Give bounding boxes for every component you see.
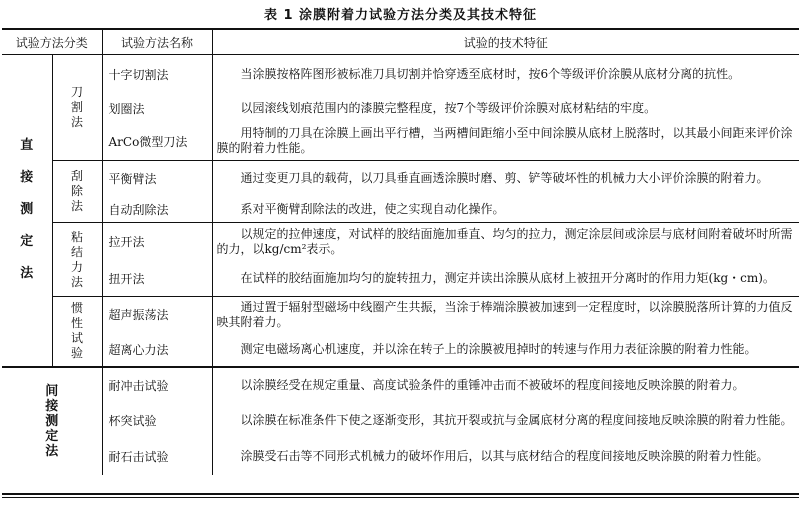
header-category: 试验方法分类 (2, 29, 102, 55)
table-row (2, 439, 799, 475)
method-name: 自动刮除法 (102, 197, 212, 223)
table-row (2, 261, 799, 297)
method-name: 耐石击试验 (102, 439, 212, 475)
method-name: 超声振荡法 (102, 297, 212, 333)
methods-table (2, 28, 799, 475)
table-row (2, 403, 799, 439)
table-row (2, 161, 799, 197)
method-name: 划圈法 (102, 95, 212, 123)
subcategory-adhesion: 粘结力法 (52, 223, 102, 297)
table-row (2, 297, 799, 333)
method-desc: 涂膜受石击等不同形式机械力的破坏作用后，以其与底材结合的程度间接地反映涂膜的附着力性能。 (240, 449, 769, 463)
method-desc: 测定电磁场离心机速度，并以涂在转子上的涂膜被甩掉时的转速与作用力表征涂膜的附着力性能。 (212, 333, 799, 367)
subcategory-scrape: 刮除法 (52, 161, 102, 223)
table-row (2, 95, 799, 123)
bottom-rule (2, 493, 799, 495)
table-title: 表 1 涂膜附着力试验方法分类及其技术特征 (263, 8, 538, 23)
method-desc: 用特制的刀具在涂膜上画出平行槽，当两槽间距缩小至中间涂膜从底材上脱落时，以其最小间距来评价涂膜的附着力性能。 (212, 123, 799, 161)
category-indirect-label: 间接测定法 (45, 383, 59, 459)
method-desc: 以规定的拉伸速度，对试样的胶结面施加垂直、均匀的拉力，测定涂层间或涂层与底材间附着破坏时所需的力，以kg/cm²表示。 (216, 226, 793, 256)
category-direct (2, 55, 52, 367)
method-name: 超离心力法 (102, 333, 212, 367)
method-desc: 在试样的胶结面施加均匀的旋转扭力，测定并读出涂膜从底材上被扭开分离时的作用力矩(kg・cm)。 (212, 261, 799, 297)
header-features: 试验的技术特征 (212, 29, 799, 55)
method-desc: 通过变更刀具的载荷，以刀具垂直画透涂膜时磨、剪、铲等破坏性的机械力大小评价涂膜的附着力。 (240, 171, 769, 186)
method-name: 拉开法 (102, 223, 212, 261)
table-row (2, 123, 799, 161)
table-row (2, 333, 799, 367)
method-desc: 以园滚线划痕范围内的漆膜完整程度，按7个等级评价涂膜对底材粘结的牢度。 (240, 101, 657, 115)
method-desc: 通过置于辐射型磁场中线圈产生共振，当涂于棒端涂膜被加速到一定程度时，以涂膜脱落所计算的力值反映其附着力。 (216, 299, 793, 329)
method-name: 杯突试验 (102, 403, 212, 439)
method-name: ArCo微型刀法 (102, 123, 212, 161)
table-row (2, 223, 799, 261)
category-indirect (2, 367, 102, 475)
table-row (2, 367, 799, 403)
method-desc: 当涂膜按格阵图形被标准刀具切割并恰穿透至底材时，按6个等级评价涂膜从底材分离的抗性。 (240, 67, 741, 82)
table-row (2, 197, 799, 223)
subcategory-inertia: 惯性试验 (52, 297, 102, 367)
method-desc: 以涂膜经受在规定重量、高度试验条件的重锤冲击而不被破坏的程度间接地反映涂膜的附着力。 (240, 377, 745, 392)
method-desc: 以涂膜在标准条件下使之逐渐变形，其抗开裂或抗与金属底材分离的程度间接地反映涂膜的附着力性能。 (240, 413, 793, 427)
table-header-row (2, 29, 799, 55)
category-direct-label: 直接测定法 (20, 138, 34, 282)
table-row (2, 55, 799, 95)
method-name: 平衡臂法 (102, 161, 212, 197)
method-name: 扭开法 (102, 261, 212, 297)
method-name: 耐冲击试验 (102, 367, 212, 403)
subcategory-knife-cut: 刀割法 (52, 55, 102, 161)
method-desc: 系对平衡臂刮除法的改进，使之实现自动化操作。 (212, 197, 799, 223)
header-method-name: 试验方法名称 (102, 29, 212, 55)
bottom-rule-thin (2, 497, 799, 498)
method-name: 十字切割法 (102, 55, 212, 95)
